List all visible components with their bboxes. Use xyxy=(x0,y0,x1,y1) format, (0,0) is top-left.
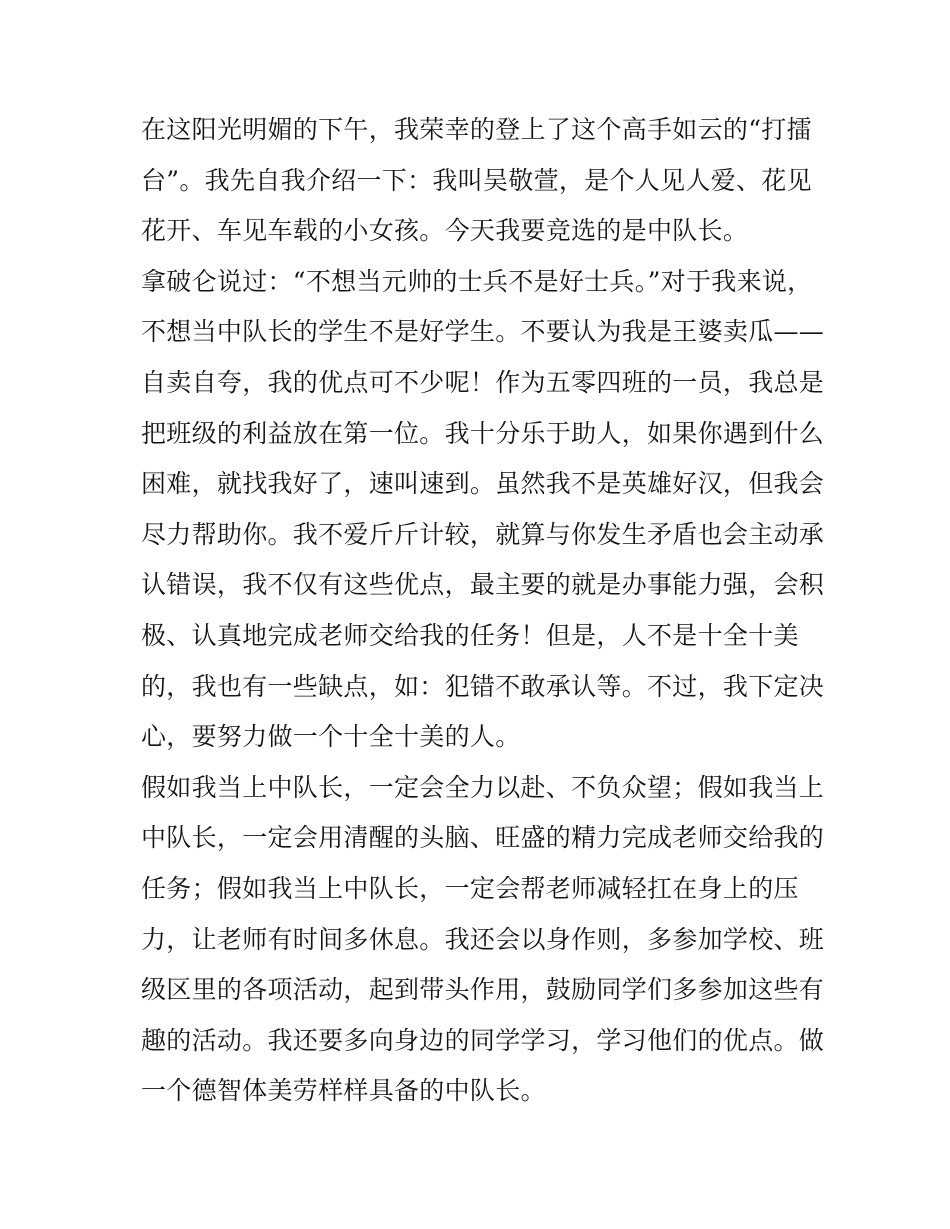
text-line: 拿破仑说过：“不想当元帅的士兵不是好士兵。”对于我来说， xyxy=(141,266,813,296)
text-line: 一个德智体美劳样样具备的中队长。 xyxy=(141,1076,546,1106)
text-line: 困难，就找我好了，速叫速到。虽然我不是英雄好汉，但我会 xyxy=(141,469,825,499)
text-line: 花开、车见车载的小女孩。今天我要竞选的是中队长。 xyxy=(141,216,749,246)
text-line: 趣的活动。我还要多向身边的同学学习，学习他们的优点。做 xyxy=(141,1025,825,1055)
text-line: 台”。我先自我介绍一下：我叫吴敬萱，是个人见人爱、花见 xyxy=(141,165,812,195)
text-line: 中队长，一定会用清醒的头脑、旺盛的精力完成老师交给我的 xyxy=(141,823,825,853)
text-line: 的，我也有一些缺点，如：犯错不敢承认等。不过，我下定决 xyxy=(141,671,825,701)
text-line: 在这阳光明媚的下午，我荣幸的登上了这个高手如云的“打擂 xyxy=(141,115,812,144)
text-line: 尽力帮助你。我不爱斤斤计较，就算与你发生矛盾也会主动承 xyxy=(141,519,825,549)
document-body xyxy=(141,105,825,1117)
text-line: 认错误，我不仅有这些优点，最主要的就是办事能力强，会积 xyxy=(141,570,825,600)
text-line: 把班级的利益放在第一位。我十分乐于助人，如果你遇到什么 xyxy=(141,418,825,448)
text-line: 自卖自夸，我的优点可不少呢！作为五零四班的一员，我总是 xyxy=(141,367,825,397)
text-line: 力，让老师有时间多休息。我还会以身作则，多参加学校、班 xyxy=(141,924,825,954)
text-line: 级区里的各项活动，起到带头作用，鼓励同学们多参加这些有 xyxy=(141,975,825,1005)
text-line: 任务；假如我当上中队长，一定会帮老师减轻扛在身上的压 xyxy=(141,873,799,903)
text-line: 不想当中队长的学生不是好学生。不要认为我是王婆卖瓜—— xyxy=(141,317,825,347)
text-line: 极、认真地完成老师交给我的任务！但是，人不是十全十美 xyxy=(141,620,799,650)
text-line: 心，要努力做一个十全十美的人。 xyxy=(141,722,521,752)
text-line: 假如我当上中队长，一定会全力以赴、不负众望；假如我当上 xyxy=(141,772,825,802)
